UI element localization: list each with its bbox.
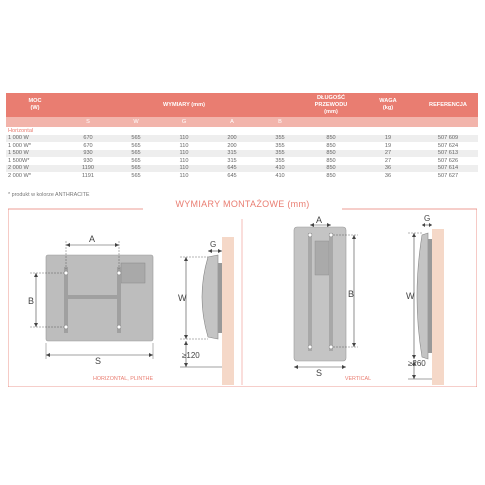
table-row <box>6 157 478 165</box>
sub-header-empty <box>418 117 478 127</box>
table-row <box>6 172 478 180</box>
table-cell-ref: 507 614 <box>418 165 478 173</box>
table-cell-s: 1190 <box>64 165 112 173</box>
table-cell-a: 315 <box>227 157 237 164</box>
section-row <box>6 127 478 135</box>
table-cell-dl: 850 <box>304 165 358 173</box>
table-cell-b: 355 <box>275 157 285 164</box>
table-cell-dl: 850 <box>326 157 336 164</box>
horizontal-label: HORIZONTAL, PLINTHE <box>92 376 154 382</box>
col-header-wymiary: WYMIARY (mm) <box>64 93 304 117</box>
dim-g-label-v: G <box>424 214 431 223</box>
table-cell-g: 110 <box>179 157 189 164</box>
table-cell-moc: 2 000 W <box>6 165 64 173</box>
horizontal-bracket-left <box>64 267 68 333</box>
table-cell-g: 110 <box>160 150 208 158</box>
table-cell-s: 670 <box>83 142 93 149</box>
dim-b-label-v: B <box>348 289 355 299</box>
sub-header-empty <box>6 117 64 127</box>
sub-header-b: B <box>256 117 304 127</box>
col-header-moc: MOC (W) <box>6 93 64 117</box>
table-cell-w: 565 <box>112 165 160 173</box>
wall-vertical <box>432 229 444 385</box>
table-cell-waga: 36 <box>384 172 392 179</box>
dim-b-label: B <box>28 296 35 306</box>
table-cell-g: 110 <box>179 142 189 149</box>
vertical-bracket-left <box>308 233 312 351</box>
sub-header-empty <box>304 117 358 127</box>
dim-w-label-v: W <box>406 291 415 301</box>
mounting-frame <box>8 207 477 387</box>
table-cell-waga: 36 <box>358 165 418 173</box>
table-cell-dl: 850 <box>326 172 336 179</box>
table-cell-waga: 27 <box>358 150 418 158</box>
dim-s-label-v: S <box>316 368 323 378</box>
sub-header-w: W <box>112 117 160 127</box>
vertical-bracket-right <box>329 233 333 351</box>
mount-hole <box>64 325 68 329</box>
mount-hole <box>64 271 68 275</box>
table-cell-a: 645 <box>227 172 237 179</box>
vertical-control-panel <box>315 241 329 275</box>
table-row <box>6 135 478 143</box>
table-cell-ref: 507 626 <box>437 157 459 164</box>
table-cell-b: 355 <box>275 142 285 149</box>
table-cell-dl: 850 <box>326 142 336 149</box>
table-cell-moc: 1 000 W* <box>8 142 32 149</box>
footnote: * produkt w kolorze ANTHRACITE <box>8 192 90 198</box>
table-cell-w: 565 <box>112 150 160 158</box>
dim-min-v-label: ≥260 <box>408 359 426 368</box>
table-cell-a: 200 <box>208 135 256 143</box>
vertical-bracket-side <box>428 239 432 353</box>
table-cell-s: 1191 <box>81 172 95 179</box>
table-row <box>6 150 478 158</box>
vertical-heater-side <box>417 233 428 359</box>
spec-table <box>6 93 478 180</box>
sub-header-a: A <box>208 117 256 127</box>
sub-header-s: S <box>64 117 112 127</box>
table-cell-b: 410 <box>275 172 285 179</box>
table-cell-moc: 1 500 W <box>6 150 64 158</box>
table-cell-moc: 2 000 W* <box>8 172 32 179</box>
dim-a-label: A <box>89 234 96 244</box>
table-cell-w: 565 <box>131 157 141 164</box>
table-cell-g: 110 <box>160 165 208 173</box>
section-label: Horizontal <box>8 127 34 134</box>
horizontal-heater-side <box>202 255 218 339</box>
table-cell-w: 565 <box>112 135 160 143</box>
dim-a-label-v: A <box>316 215 323 225</box>
mount-hole <box>329 345 333 349</box>
dim-g-label-h: G <box>210 240 217 249</box>
table-cell-dl: 850 <box>304 150 358 158</box>
table-cell-w: 565 <box>131 172 141 179</box>
dim-w-label-h: W <box>178 293 187 303</box>
mounting-heading: WYMIARY MONTAŻOWE (mm) <box>175 199 310 209</box>
mount-hole <box>329 233 333 237</box>
table-cell-g: 110 <box>160 135 208 143</box>
table-cell-moc: 1 000 W <box>6 135 64 143</box>
table-row <box>6 165 478 173</box>
table-cell-waga: 19 <box>358 135 418 143</box>
table-cell-a: 200 <box>227 142 237 149</box>
wall-horizontal <box>222 237 234 385</box>
table-cell-b: 355 <box>256 135 304 143</box>
mount-hole <box>308 233 312 237</box>
table-cell-ref: 507 613 <box>418 150 478 158</box>
table-cell-ref: 507 609 <box>418 135 478 143</box>
table-cell-waga: 27 <box>384 157 392 164</box>
vertical-label: VERTICAL <box>344 376 372 382</box>
mount-hole <box>308 345 312 349</box>
table-cell-moc: 1 500W* <box>8 157 30 164</box>
sub-header-empty <box>358 117 418 127</box>
mount-hole <box>117 325 121 329</box>
table-cell-b: 410 <box>256 165 304 173</box>
dim-min-h-label: ≥120 <box>182 351 200 360</box>
table-row <box>6 142 478 150</box>
table-cell-a: 645 <box>208 165 256 173</box>
col-header-waga: WAGA (kg) <box>358 93 418 117</box>
horizontal-bracket-bar <box>68 295 117 299</box>
table-cell-s: 670 <box>64 135 112 143</box>
table-cell-s: 930 <box>83 157 93 164</box>
horizontal-bracket-side <box>218 263 222 333</box>
table-cell-g: 110 <box>179 172 189 179</box>
mount-hole <box>117 271 121 275</box>
sub-header-g: G <box>160 117 208 127</box>
table-cell-b: 355 <box>256 150 304 158</box>
dim-s-label: S <box>95 356 102 366</box>
table-cell-waga: 19 <box>384 142 392 149</box>
table-cell-w: 565 <box>131 142 141 149</box>
table-cell-s: 930 <box>64 150 112 158</box>
table-cell-ref: 507 624 <box>437 142 459 149</box>
horizontal-bracket-right <box>117 267 121 333</box>
table-cell-ref: 507 627 <box>437 172 459 179</box>
horizontal-control-panel <box>121 263 145 283</box>
col-header-dlugosc: DŁUGOŚĆ PRZEWODU (mm) <box>304 93 358 117</box>
col-header-referencja: REFERENCJA <box>418 93 478 117</box>
table-cell-dl: 850 <box>304 135 358 143</box>
table-cell-a: 315 <box>208 150 256 158</box>
